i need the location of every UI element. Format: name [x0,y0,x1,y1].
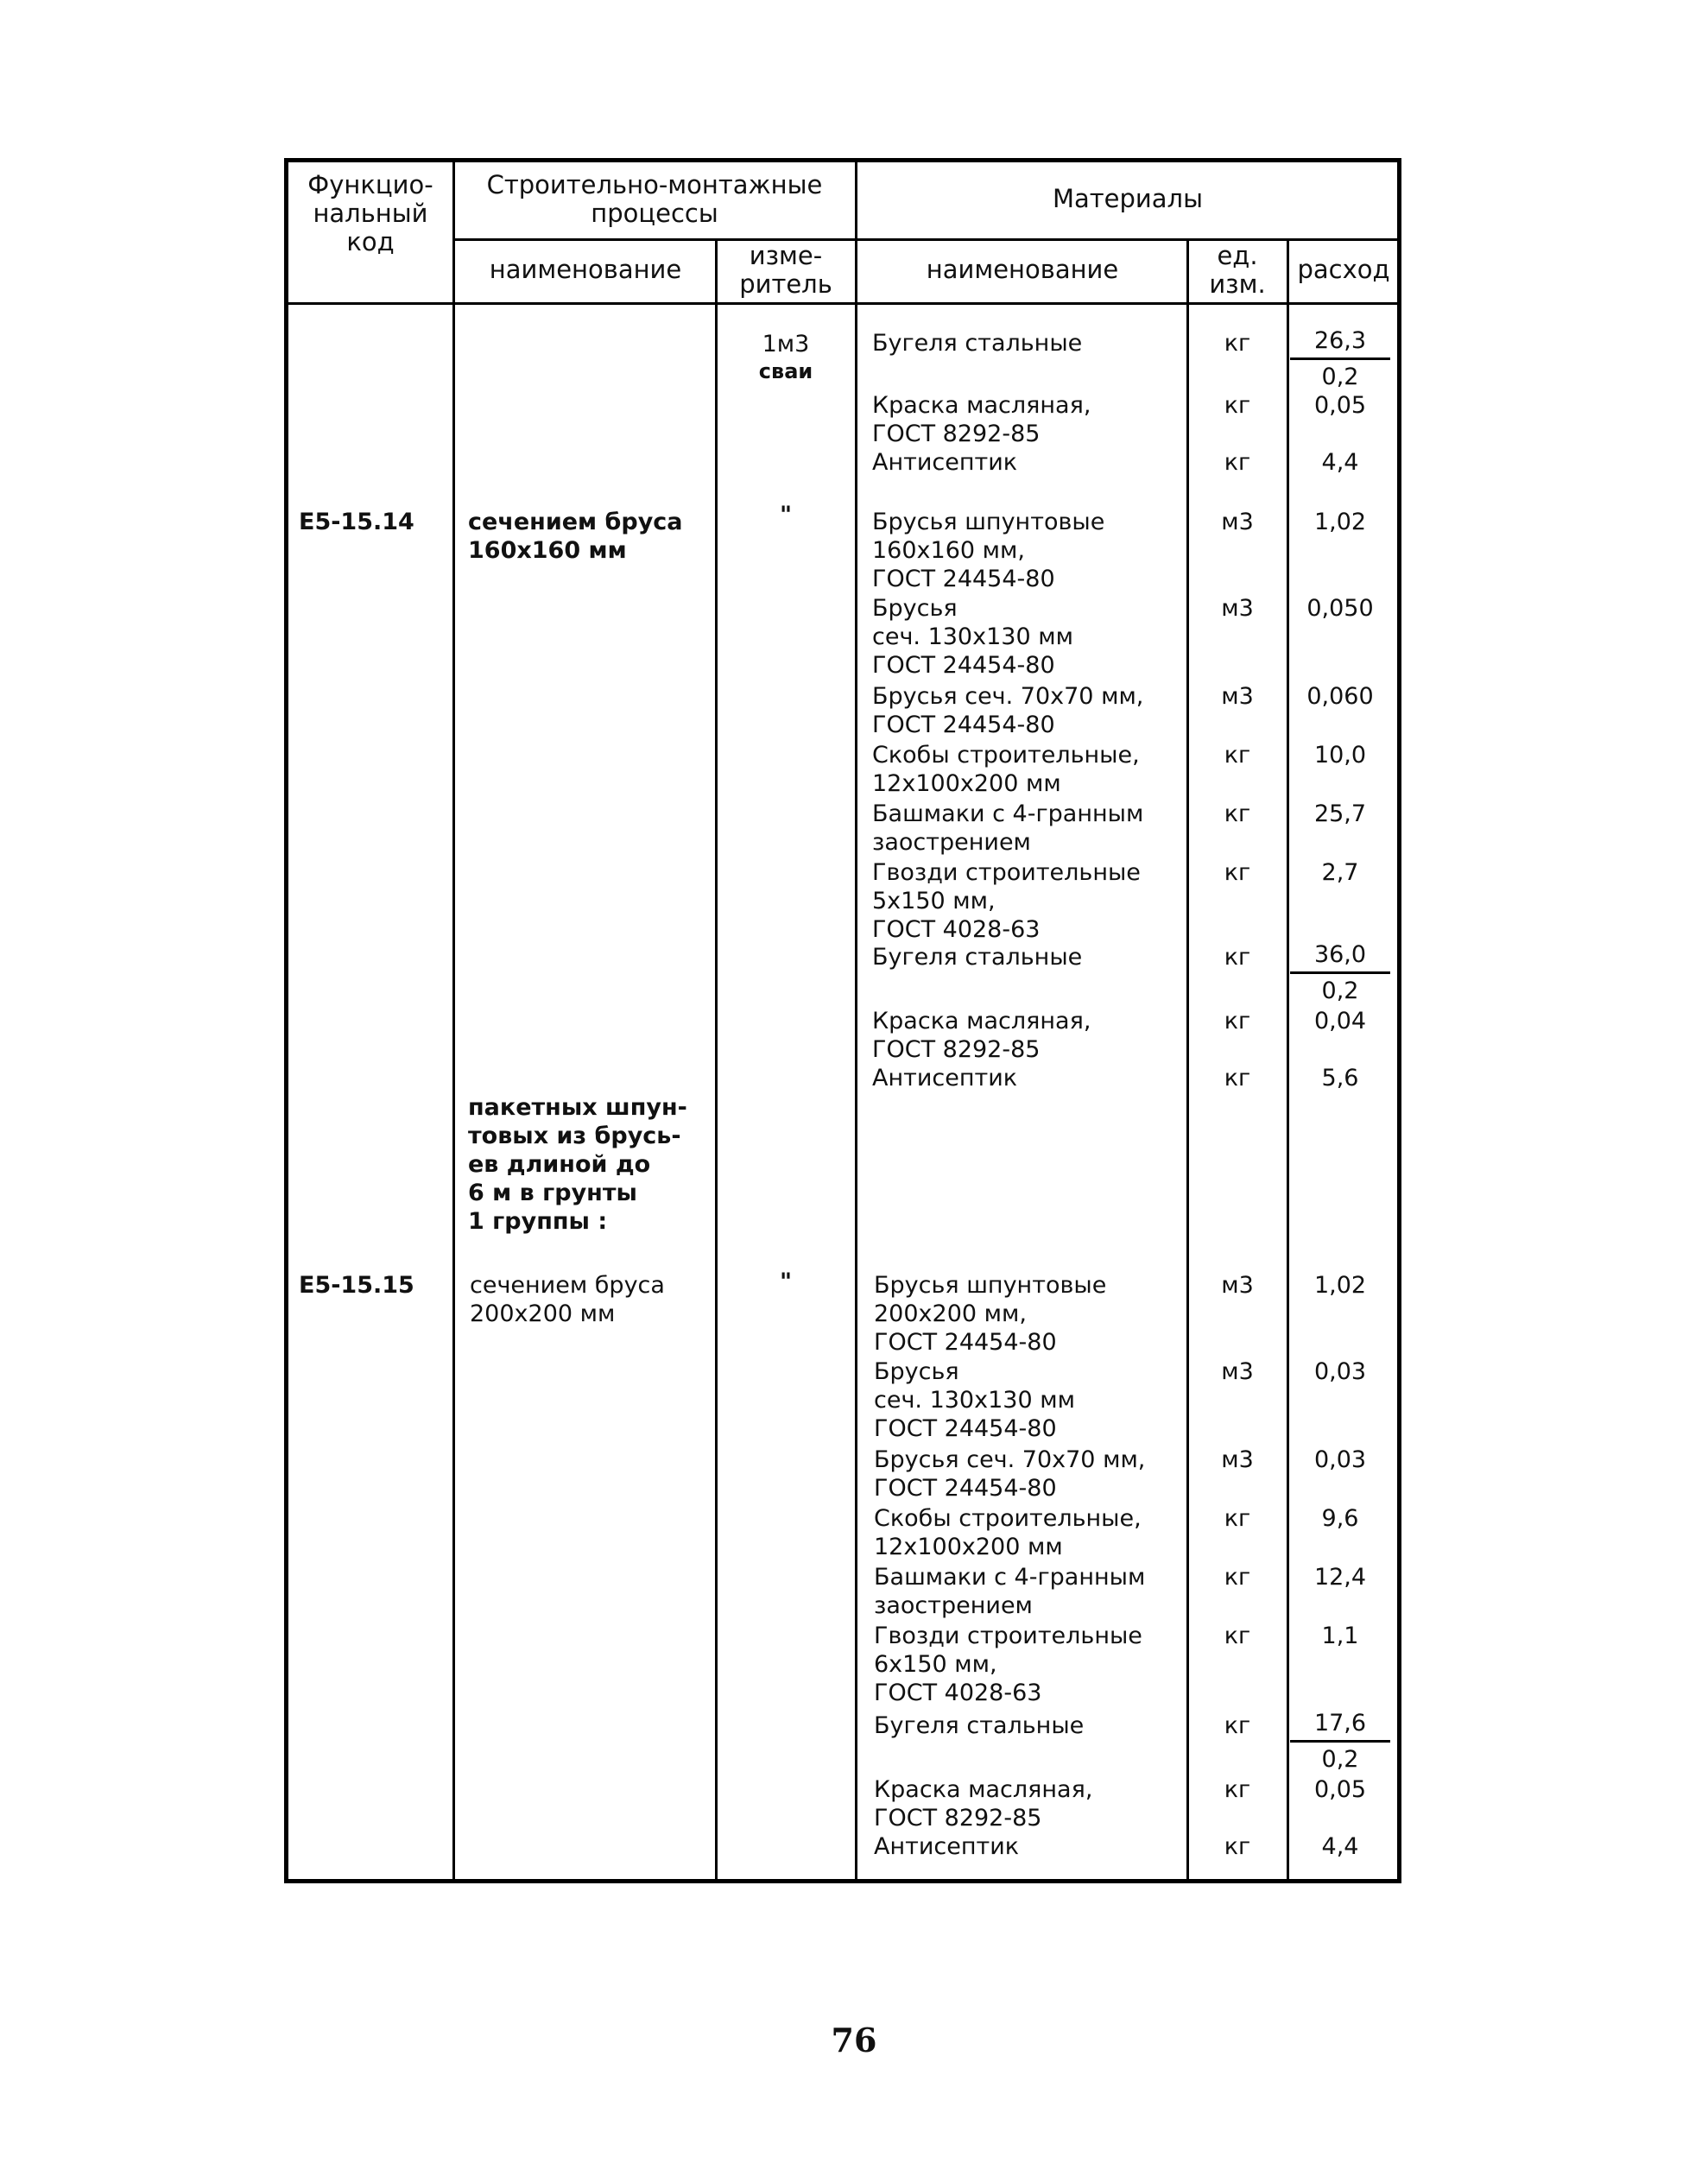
unit: кг [1224,859,1251,886]
unit: кг [1224,1065,1251,1091]
material-name: Брусья сеч. 70х70 мм, ГОСТ 24454-80 [872,683,1144,738]
unit: кг [1224,1623,1251,1649]
unit: кг [1224,800,1251,827]
unit: кг [1224,1008,1251,1034]
material-name: Брусья сеч. 130х130 мм ГОСТ 24454-80 [874,1358,1075,1442]
consumption: 9,6 [1321,1505,1359,1532]
unit: м3 [1221,1272,1254,1299]
process-name: сечением бруса 160х160 мм [468,509,683,564]
consumption: 0,060 [1306,683,1374,710]
consumption: 4,4 [1321,1833,1359,1860]
material-name: Бугеля стальные [872,944,1083,971]
unit: м3 [1221,509,1254,535]
consumption-fraction [1290,940,1390,1005]
header-divider-bottom [288,302,1397,305]
functional-code: Е5-15.14 [299,509,414,535]
unit: м3 [1221,1446,1254,1473]
unit: кг [1224,1833,1251,1860]
material-name: Краска масляная, ГОСТ 8292-85 [872,1008,1091,1063]
material-name: Гвозди строительные 6х150 мм, ГОСТ 4028-63 [874,1623,1142,1706]
meter-value: 1м3 [762,331,810,357]
consumption: 4,4 [1321,449,1359,476]
consumption-denominator: 0,2 [1321,364,1359,390]
material-name: Бугеля стальные [872,330,1083,357]
material-name: Краска масляная, ГОСТ 8292-85 [874,1776,1093,1832]
material-name: Антисептик [874,1833,1020,1860]
consumption-numerator: 26,3 [1290,326,1390,360]
header-consumption: расход [1297,255,1390,284]
meter-sub: сваи [758,359,813,383]
material-name: Брусья сеч. 130х130 мм ГОСТ 24454-80 [872,595,1073,679]
consumption: 2,7 [1321,859,1359,886]
material-name: Антисептик [872,1065,1018,1091]
material-name: Скобы строительные, 12х100х200 мм [874,1505,1142,1560]
header-processes: Строительно-монтажные процессы [486,170,823,228]
consumption: 1,02 [1313,509,1367,535]
unit: кг [1224,449,1251,476]
consumption-numerator: 36,0 [1290,940,1390,974]
header-meter: изме-ритель [739,241,832,299]
unit: кг [1224,392,1251,419]
header-process-name: наименование [489,255,682,284]
material-name: Скобы строительные, 12х100х200 мм [872,742,1140,797]
unit: кг [1224,944,1251,971]
consumption: 0,050 [1306,595,1374,622]
consumption: 0,04 [1313,1008,1367,1034]
col-divider-4 [1186,240,1189,1881]
material-name: Брусья сеч. 70х70 мм, ГОСТ 24454-80 [874,1446,1146,1502]
material-name: Башмаки с 4-гранным заострением [874,1564,1146,1619]
unit: м3 [1221,683,1254,710]
unit: кг [1224,1712,1251,1739]
material-name: Гвозди строительные 5х150 мм, ГОСТ 4028-63 [872,859,1141,943]
consumption-fraction [1290,326,1390,391]
consumption-denominator: 0,2 [1321,977,1359,1004]
col-divider-2b [715,302,718,1881]
unit: м3 [1221,595,1254,622]
consumption: 10,0 [1313,742,1367,769]
consumption: 0,05 [1313,1776,1367,1803]
unit: кг [1224,742,1251,769]
col-divider-3 [855,161,857,1881]
col-divider-1 [452,161,455,1881]
consumption: 12,4 [1313,1564,1367,1591]
header-materials: Материалы [1053,184,1203,213]
group-heading: пакетных шпун- товых из брусь- ев длиной до 6 м в грунты 1 группы : [468,1094,687,1235]
col-divider-5 [1287,240,1289,1881]
consumption: 0,03 [1313,1358,1367,1385]
consumption: 25,7 [1313,800,1367,827]
unit: кг [1224,1564,1251,1591]
header-code: Функцио-нальный код [307,170,433,256]
material-name: Краска масляная, ГОСТ 8292-85 [872,392,1091,447]
unit: кг [1224,1776,1251,1803]
unit: м3 [1221,1358,1254,1385]
page-number: 76 [831,2021,877,2059]
material-name: Башмаки с 4-гранным заострением [872,800,1144,856]
consumption: 1,02 [1313,1272,1367,1299]
consumption-fraction [1290,1709,1390,1774]
unit: кг [1224,1505,1251,1532]
col-divider-2 [715,240,718,302]
consumption: 1,1 [1321,1623,1359,1649]
process-name: сечением бруса 200х200 мм [470,1272,665,1327]
consumption-numerator: 17,6 [1290,1709,1390,1743]
material-name: Антисептик [872,449,1018,476]
material-name: Брусья шпунтовые 200х200 мм, ГОСТ 24454-80 [874,1272,1107,1356]
header-material-name: наименование [926,255,1119,284]
functional-code: Е5-15.15 [299,1272,414,1299]
meter-ditto: " [779,502,793,528]
unit: кг [1224,330,1251,357]
material-name: Бугеля стальные [874,1712,1085,1739]
header-unit: ед. изм. [1209,241,1266,299]
material-name: Брусья шпунтовые 160х160 мм, ГОСТ 24454-80 [872,509,1105,592]
consumption: 5,6 [1321,1065,1359,1091]
consumption: 0,03 [1313,1446,1367,1473]
meter-ditto: " [779,1268,793,1295]
consumption: 0,05 [1313,392,1367,419]
consumption-denominator: 0,2 [1321,1746,1359,1773]
